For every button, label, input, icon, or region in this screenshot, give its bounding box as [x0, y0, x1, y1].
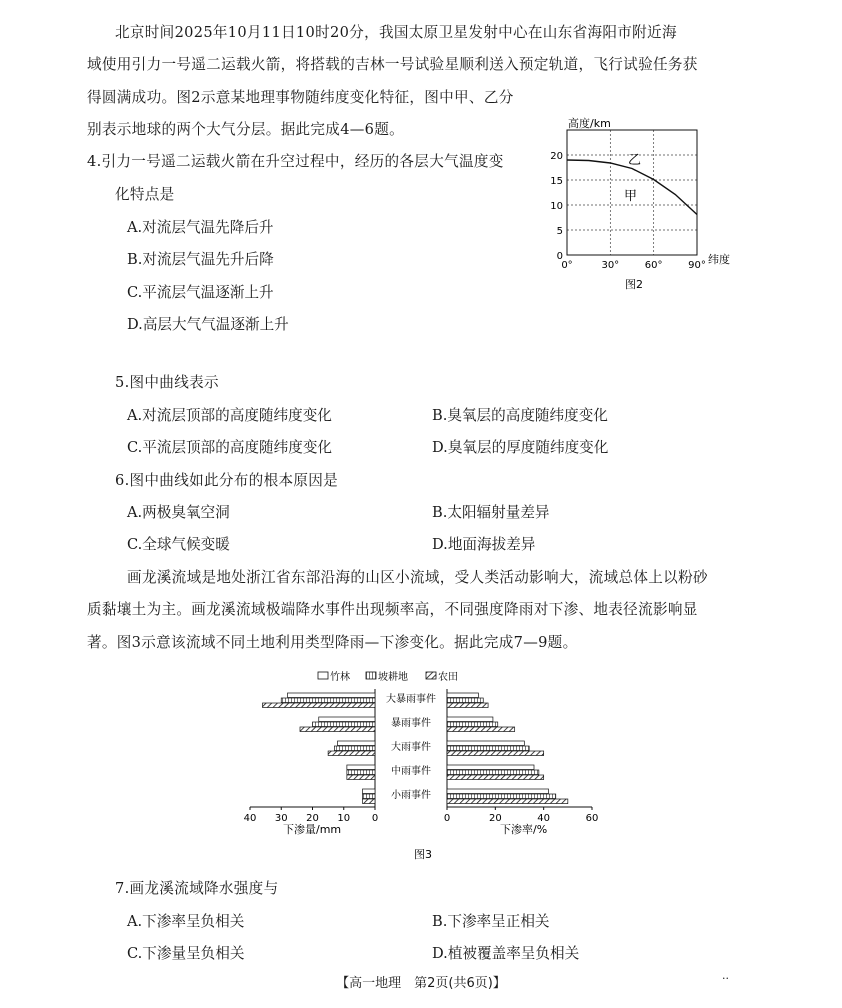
q6-option-b: B.太阳辐射量差异 [432, 504, 550, 521]
figure3-right-bar [447, 722, 498, 727]
figure3-left-bar [281, 698, 375, 703]
figure3-legend-label: 竹林 [330, 672, 350, 683]
figure3-right-bar [447, 765, 534, 770]
figure3-category-label: 暴雨事件 [391, 718, 431, 729]
figure3-left-tick-label: 10 [337, 813, 351, 824]
q4-option-b: B.对流层气温先升后降 [127, 251, 274, 268]
figure3-left-bar [319, 717, 375, 722]
figure3-legend-label: 农田 [438, 672, 458, 683]
q7-option-b: B.下渗率呈正相关 [432, 913, 550, 930]
figure3-left-bar [288, 693, 376, 698]
figure3-right-bar [447, 751, 544, 756]
figure2-ytick-label: 0 [556, 251, 563, 262]
figure2-label-yi: 乙 [628, 153, 642, 168]
intro2-line2: 质黏壤土为主。画龙溪流域极端降水事件出现频率高，不同强度降雨对下渗、地表径流影响显 [87, 601, 698, 618]
figure2-yticks [550, 151, 563, 262]
figure3-category-label: 大雨事件 [391, 742, 431, 753]
intro1-line4: 别表示地球的两个大气分层。据此完成4—6题。 [87, 121, 405, 138]
figure3-left-tick-label: 0 [371, 813, 379, 824]
figure3-right-xlabel: 下渗率/% [500, 823, 548, 836]
figure3-right-bar [447, 703, 488, 708]
q6-option-c: C.全球气候变暖 [127, 536, 230, 553]
figure2-ytick-label: 15 [550, 176, 563, 187]
figure3-categories [386, 692, 436, 801]
figure3-right-bar [447, 693, 478, 698]
figure3-right-bar [447, 746, 529, 751]
figure2-ytick-label: 20 [550, 151, 563, 162]
figure3-left-bar [334, 746, 375, 751]
figure3-right-bar [447, 717, 493, 722]
figure3-left-bar [338, 741, 376, 746]
intro1-line1: 北京时间2025年10月11日10时20分，我国太原卫星发射中心在山东省海阳市附近海 [115, 24, 677, 41]
q5-option-b: B.臭氧层的高度随纬度变化 [432, 407, 608, 424]
figure3-right-panel [444, 689, 599, 824]
figure2-xlabel: 纬度 [708, 253, 730, 266]
q5-option-c: C.平流层顶部的高度随纬度变化 [127, 439, 333, 456]
figure3-right-bar [447, 741, 524, 746]
figure3-chart [230, 665, 610, 865]
figure3-left-bar [263, 703, 376, 708]
figure3-legend-label: 坡耕地 [378, 672, 408, 683]
figure2-xticks [561, 260, 706, 271]
q4-option-d: D.高层大气气温逐渐上升 [127, 316, 289, 333]
page-footer: 【高一地理 第2页(共6页)】 [336, 976, 506, 991]
figure3-legend-swatch [318, 672, 328, 679]
figure3-right-tick-label: 40 [537, 813, 551, 824]
q7-option-c: C.下渗量呈负相关 [127, 945, 245, 962]
figure3-left-tick-label: 20 [306, 813, 319, 824]
q6-stem: 6.图中曲线如此分布的根本原因是 [115, 472, 339, 489]
figure3-left-tick-label: 40 [243, 813, 257, 824]
figure3-right-tick-label: 0 [443, 813, 451, 824]
figure3-right-bar [447, 794, 556, 799]
q5-option-d: D.臭氧层的厚度随纬度变化 [432, 439, 609, 456]
figure2-curve [567, 160, 697, 215]
figure3-left-bar [363, 794, 376, 799]
figure2-ylabel: 高度/km [568, 117, 611, 130]
figure3-legend-swatch [366, 672, 376, 679]
figure3-category-label: 中雨事件 [391, 766, 431, 777]
figure3-right-bar [447, 727, 515, 732]
intro1-line2: 域使用引力一号遥二运载火箭，将搭载的吉林一号试验星顺利送入预定轨道，飞行试验任务获 [87, 56, 698, 73]
figure3-right-bar [447, 799, 568, 804]
q7-stem: 7.画龙溪流域降水强度与 [115, 880, 279, 897]
q6-option-a: A.两极臭氧空洞 [127, 504, 230, 521]
figure2-xtick-label: 0° [561, 260, 573, 271]
figure3-left-bar [363, 789, 376, 794]
figure2-xtick-label: 90° [688, 260, 706, 271]
figure2-chart [540, 108, 745, 298]
figure3-left-bar [363, 799, 376, 804]
figure3-left-bar [300, 727, 375, 732]
corner-mark: ·· [722, 972, 729, 985]
figure3-left-xlabel: 下渗量/mm [283, 823, 342, 836]
figure3-left-bar [313, 722, 376, 727]
q4-option-c: C.平流层气温逐渐上升 [127, 284, 274, 301]
figure2-label-jia: 甲 [624, 189, 638, 204]
figure2-xtick-label: 30° [601, 260, 620, 271]
intro2-line3: 著。图3示意该流域不同土地利用类型降雨—下渗变化。据此完成7—9题。 [87, 634, 578, 651]
figure3-right-tick-label: 20 [488, 813, 502, 824]
intro2-line1: 画龙溪流域是地处浙江省东部沿海的山区小流域，受人类活动影响大，流域总体上以粉砂 [127, 569, 708, 586]
q6-option-d: D.地面海拔差异 [432, 536, 536, 553]
figure2-caption: 图2 [625, 278, 643, 291]
figure3-left-bar [328, 751, 375, 756]
figure3-right-bar [447, 770, 539, 775]
figure3-legend-swatch [426, 672, 436, 679]
intro1-line3: 得圆满成功。图2示意某地理事物随纬度变化特征，图中甲、乙分 [87, 89, 514, 106]
q5-option-a: A.对流层顶部的高度随纬度变化 [127, 407, 332, 424]
q7-option-d: D.植被覆盖率呈负相关 [432, 945, 580, 962]
q4-stem-line2: 化特点是 [115, 186, 175, 203]
figure3-right-bar [447, 789, 549, 794]
figure3-left-bar [347, 765, 375, 770]
q5-stem: 5.图中曲线表示 [115, 374, 219, 391]
figure3-right-bar [447, 775, 544, 780]
figure3-left-bar [347, 770, 375, 775]
figure3-left-bar [347, 775, 375, 780]
figure2-xtick-label: 60° [644, 260, 663, 271]
figure3-left-tick-label: 30 [274, 813, 288, 824]
figure3-right-bar [447, 698, 483, 703]
q4-stem-line1: 4.引力一号遥二运载火箭在升空过程中，经历的各层大气温度变 [87, 153, 504, 170]
figure2-ytick-label: 5 [556, 226, 563, 237]
figure3-category-label: 大暴雨事件 [386, 694, 436, 705]
q4-option-a: A.对流层气温先降后升 [127, 219, 274, 236]
figure3-caption: 图3 [414, 848, 432, 861]
figure3-legend [318, 670, 458, 683]
figure3-left-panel [244, 689, 379, 824]
figure2-ytick-label: 10 [550, 201, 563, 212]
q7-option-a: A.下渗率呈负相关 [127, 913, 245, 930]
figure3-right-tick-label: 60 [585, 813, 599, 824]
figure3-category-label: 小雨事件 [391, 790, 431, 801]
